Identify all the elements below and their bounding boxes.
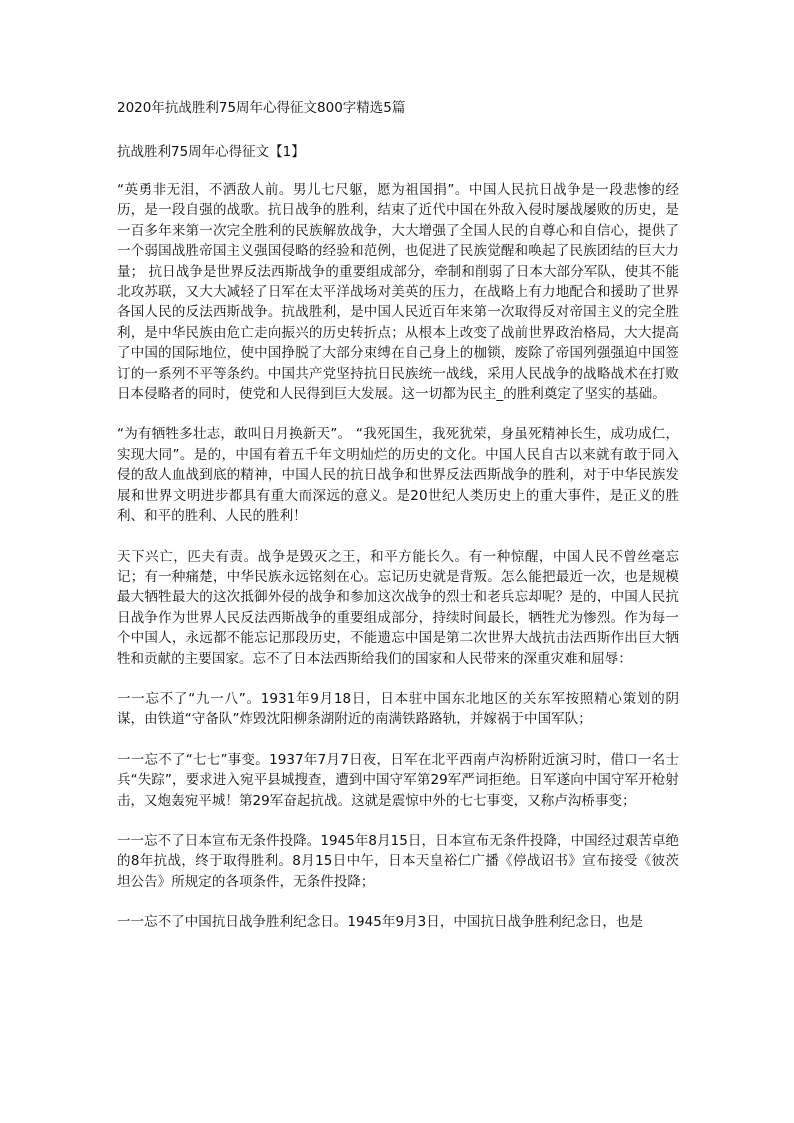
document-title: 2020年抗战胜利75周年心得征文800字精选5篇 [117, 100, 406, 116]
paragraph-2: “为有牺牲多壮志，敢叫日月换新天”。 “我死国生，我死犹荣，身虽死精神长生，成功成仁，实现大同”。是的，中国有着五千年文明灿烂的历史的文化。中国人民自古以来就有敢于同入侵的敌人血战到底的精神，中国人民的抗日战争和世界反法西斯战争的胜利，对于中华民族发展和世界文明进步都具有重大而深远的意义。是20世纪人类历史上的重大事件，是正义的胜利、和平的胜利、人民的胜利！ [117, 426, 679, 525]
paragraph-7: 一一忘不了中国抗日战争胜利纪念日。1945年9月3日，中国抗日战争胜利纪念日，也是 [117, 914, 644, 931]
section-title: 抗战胜利75周年心得征文【1】 [117, 144, 305, 160]
paragraph-6: 一一忘不了日本宣布无条件投降。1945年8月15日，日本宣布无条件投降，中国经过艰苦卓绝的8年抗战，终于取得胜利。8月15日中午，日本天皇裕仁广播《停战诏书》宣布接受《彼茨坦公告》所规定的各项条件，无条件投降； [117, 832, 679, 890]
paragraph-3: 天下兴亡，匹夫有责。战争是毁灭之王，和平方能长久。有一种惊醒，中国人民不曾丝毫忘记；有一种痛楚，中华民族永远铭刻在心。忘记历史就是背叛。怎么能把最近一次，也是规模最大牺牲最大的这次抵御外侵的战争和参加这次战争的烈士和老兵忘却呢？是的，中国人民抗日战争作为世界人民反法西斯战争的重要组成部分，持续时间最长，牺牲尤为惨烈。作为每一个中国人，永远都不能忘记那段历史，不能遗忘中国是第二次世界大战抗击法西斯作出巨大牺牲和贡献的主要国家。忘不了日本法西斯给我们的国家和人民带来的深重灾难和屈辱： [117, 548, 679, 667]
paragraph-4: 一一忘不了“九一八”。1931年9月18日，日本驻中国东北地区的关东军按照精心策划的阴谋，由铁道“守备队”炸毁沈阳柳条湖附近的南满铁路路轨，并嫁祸于中国军队； [117, 690, 679, 728]
paragraph-5: 一一忘不了“七七”事变。1937年7月7日夜，日军在北平西南卢沟桥附近演习时，借口一名士兵“失踪”，要求进入宛平县城搜查，遭到中国守军第29军严词拒绝。日军遂向中国守军开枪射击，又炮轰宛平城！第29军奋起抗战。这就是震惊中外的七七事变，又称卢沟桥事变； [117, 751, 679, 809]
document-body [117, 98, 679, 953]
paragraph-1: “英勇非无泪，不洒敌人前。男儿七尺躯，愿为祖国捐”。中国人民抗日战争是一段悲惨的经历，是一段自强的战歌。抗日战争的胜利，结束了近代中国在外敌入侵时屡战屡败的历史，是一百多年来第一次完全胜利的民族解放战争，大大增强了全国人民的自尊心和自信心，提供了一个弱国战胜帝国主义强国侵略的经验和范例，也促进了民族觉醒和唤起了民族团结的巨大力量； 抗日战争是世界反法西斯战争的重要组成部分，牵制和削弱了日本大部分军队，使其不能北攻苏联，又大大减轻了日军在太平洋战场对美英的压力，在战略上有力地配合和援助了世界各国人民的反法西斯战争。抗战胜利，是中国人民近百年来第一次取得反对帝国主义的完全胜利，是中华民族由危亡走向振兴的历史转折点；从根本上改变了战前世界政治格局，大大提高了中国的国际地位，使中国挣脱了大部分束缚在自己身上的枷锁，废除了帝国列强强迫中国签订的一系列不平等条约。中国共产党坚持抗日民族统一战线，采用人民战争的战略战术在打败日本侵略者的同时，使党和人民得到巨大发展。这一切都为民主_的胜利奠定了坚实的基础。 [117, 182, 679, 403]
